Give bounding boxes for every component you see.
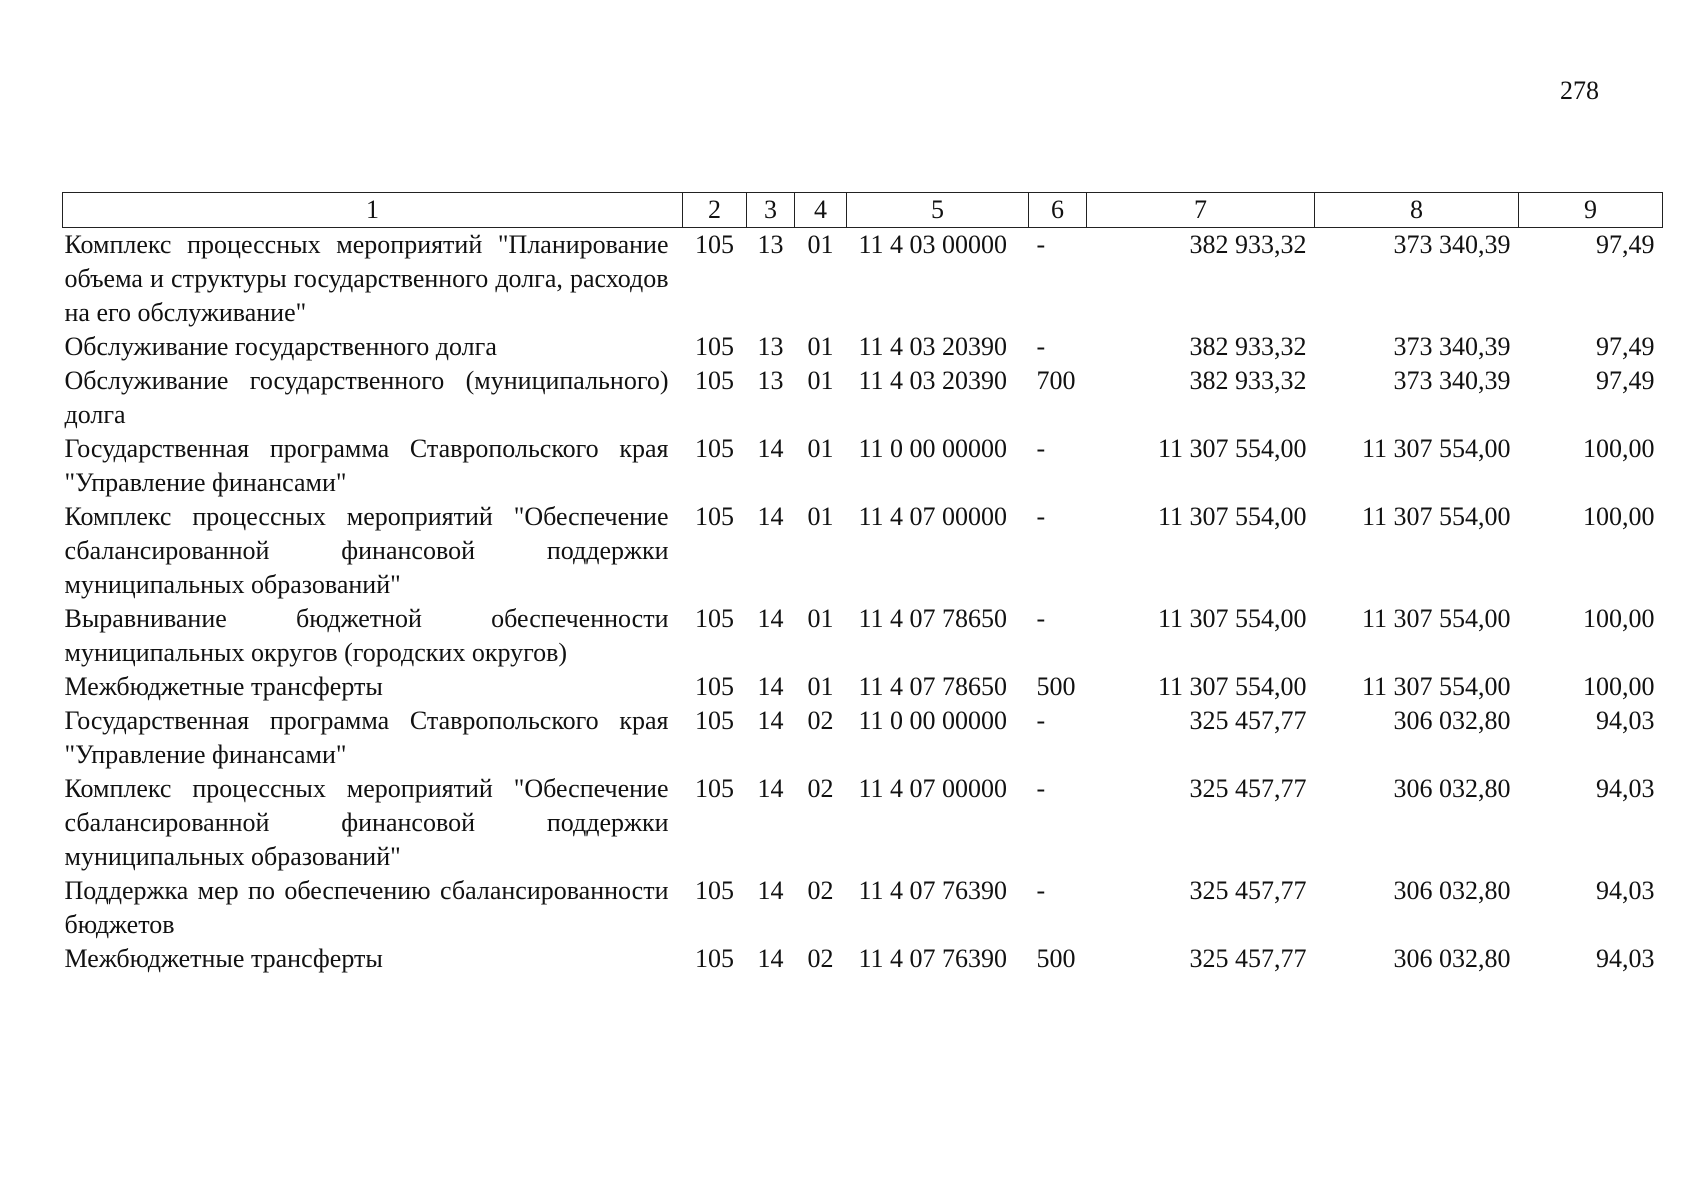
amount-cell: 11 307 554,00 bbox=[1361, 672, 1511, 701]
item-name-cell: Межбюджетные трансферты bbox=[64, 944, 383, 973]
column-header: 3 bbox=[747, 193, 795, 228]
code-cell: 105 bbox=[695, 604, 734, 633]
code-cell: - bbox=[1036, 332, 1046, 361]
code-cell: 105 bbox=[695, 230, 734, 259]
code-cell: 01 bbox=[807, 502, 834, 531]
amount-cell: 325 457,77 bbox=[1189, 774, 1307, 803]
amount-cell: 306 032,80 bbox=[1393, 774, 1511, 803]
code-cell: 02 bbox=[807, 944, 834, 973]
code-cell: 14 bbox=[757, 944, 784, 973]
header-row bbox=[63, 193, 1663, 228]
code-cell: - bbox=[1036, 604, 1046, 633]
code-cell: - bbox=[1036, 502, 1046, 531]
code-cell: - bbox=[1036, 876, 1046, 905]
item-name-cell: Обслуживание государственного долга bbox=[64, 332, 497, 361]
column-header: 7 bbox=[1087, 193, 1315, 228]
table-row bbox=[63, 772, 1663, 874]
amount-cell: 306 032,80 bbox=[1393, 944, 1511, 973]
code-cell: 13 bbox=[757, 366, 784, 395]
amount-cell: 306 032,80 bbox=[1393, 706, 1511, 735]
code-cell: 11 4 03 20390 bbox=[858, 332, 1008, 361]
amount-cell: 325 457,77 bbox=[1189, 944, 1307, 973]
code-cell: 13 bbox=[757, 332, 784, 361]
code-cell: 11 4 07 00000 bbox=[858, 774, 1008, 803]
amount-cell: 325 457,77 bbox=[1189, 876, 1307, 905]
table-body bbox=[63, 228, 1663, 977]
amount-cell: 325 457,77 bbox=[1189, 706, 1307, 735]
code-cell: 105 bbox=[695, 434, 734, 463]
item-name-cell: Межбюджетные трансферты bbox=[64, 672, 383, 701]
amount-cell: 382 933,32 bbox=[1189, 230, 1307, 259]
code-cell: 13 bbox=[757, 230, 784, 259]
percent-cell: 94,03 bbox=[1596, 944, 1655, 973]
column-header: 2 bbox=[683, 193, 747, 228]
percent-cell: 100,00 bbox=[1583, 502, 1655, 531]
code-cell: 11 4 03 20390 bbox=[858, 366, 1008, 395]
percent-cell: 97,49 bbox=[1596, 366, 1655, 395]
code-cell: 14 bbox=[757, 706, 784, 735]
amount-cell: 11 307 554,00 bbox=[1361, 434, 1511, 463]
code-cell: 500 bbox=[1036, 672, 1076, 701]
column-header: 5 bbox=[847, 193, 1029, 228]
column-header: 9 bbox=[1519, 193, 1663, 228]
percent-cell: 94,03 bbox=[1596, 706, 1655, 735]
code-cell: 01 bbox=[807, 672, 834, 701]
code-cell: 700 bbox=[1036, 366, 1076, 395]
amount-cell: 11 307 554,00 bbox=[1361, 604, 1511, 633]
amount-cell: 373 340,39 bbox=[1393, 366, 1511, 395]
code-cell: 105 bbox=[695, 502, 734, 531]
code-cell: 500 bbox=[1036, 944, 1076, 973]
table-row bbox=[63, 874, 1663, 942]
percent-cell: 94,03 bbox=[1596, 774, 1655, 803]
percent-cell: 94,03 bbox=[1596, 876, 1655, 905]
amount-cell: 11 307 554,00 bbox=[1361, 502, 1511, 531]
code-cell: 105 bbox=[695, 944, 734, 973]
amount-cell: 306 032,80 bbox=[1393, 876, 1511, 905]
table-row bbox=[63, 942, 1663, 976]
item-name-cell: Обслуживание государственного (муниципального) долга bbox=[64, 366, 669, 429]
column-header: 8 bbox=[1315, 193, 1519, 228]
amount-cell: 11 307 554,00 bbox=[1157, 502, 1307, 531]
table-row bbox=[63, 432, 1663, 500]
code-cell: - bbox=[1036, 706, 1046, 735]
amount-cell: 382 933,32 bbox=[1189, 366, 1307, 395]
item-name-cell: Комплекс процессных мероприятий "Обеспечение сбалансированной финансовой поддержки муниципальных образований" bbox=[64, 502, 669, 599]
item-name-cell: Государственная программа Ставропольского края "Управление финансами" bbox=[64, 706, 669, 769]
budget-table bbox=[62, 192, 1663, 976]
code-cell: 105 bbox=[695, 706, 734, 735]
amount-cell: 11 307 554,00 bbox=[1157, 672, 1307, 701]
percent-cell: 97,49 bbox=[1596, 332, 1655, 361]
amount-cell: 382 933,32 bbox=[1189, 332, 1307, 361]
code-cell: 105 bbox=[695, 774, 734, 803]
code-cell: - bbox=[1036, 230, 1046, 259]
code-cell: 02 bbox=[807, 706, 834, 735]
code-cell: 14 bbox=[757, 604, 784, 633]
code-cell: 11 4 07 00000 bbox=[858, 502, 1008, 531]
code-cell: 01 bbox=[807, 332, 834, 361]
table-row bbox=[63, 228, 1663, 331]
code-cell: 02 bbox=[807, 774, 834, 803]
code-cell: 01 bbox=[807, 366, 834, 395]
code-cell: 14 bbox=[757, 774, 784, 803]
amount-cell: 373 340,39 bbox=[1393, 230, 1511, 259]
page-number: 278 bbox=[1560, 76, 1599, 105]
code-cell: 14 bbox=[757, 876, 784, 905]
code-cell: - bbox=[1036, 774, 1046, 803]
table-row bbox=[63, 704, 1663, 772]
item-name-cell: Поддержка мер по обеспечению сбалансированности бюджетов bbox=[64, 876, 669, 939]
amount-cell: 373 340,39 bbox=[1393, 332, 1511, 361]
table-row bbox=[63, 670, 1663, 704]
code-cell: 01 bbox=[807, 434, 834, 463]
code-cell: 11 4 07 78650 bbox=[858, 604, 1008, 633]
table-row bbox=[63, 602, 1663, 670]
code-cell: 11 4 07 78650 bbox=[858, 672, 1008, 701]
percent-cell: 100,00 bbox=[1583, 434, 1655, 463]
code-cell: 14 bbox=[757, 672, 784, 701]
code-cell: 11 4 03 00000 bbox=[858, 230, 1008, 259]
column-header: 4 bbox=[795, 193, 847, 228]
percent-cell: 100,00 bbox=[1583, 672, 1655, 701]
item-name-cell: Государственная программа Ставропольского края "Управление финансами" bbox=[64, 434, 669, 497]
item-name-cell: Комплекс процессных мероприятий "Планирование объема и структуры государственного долга, расходов на его обслуживание" bbox=[64, 230, 669, 327]
table-row bbox=[63, 364, 1663, 432]
code-cell: 01 bbox=[807, 230, 834, 259]
code-cell: 105 bbox=[695, 332, 734, 361]
code-cell: 105 bbox=[695, 876, 734, 905]
table-row bbox=[63, 330, 1663, 364]
code-cell: 11 0 00 00000 bbox=[858, 706, 1008, 735]
percent-cell: 97,49 bbox=[1596, 230, 1655, 259]
table-row bbox=[63, 500, 1663, 602]
code-cell: - bbox=[1036, 434, 1046, 463]
code-cell: 01 bbox=[807, 604, 834, 633]
code-cell: 02 bbox=[807, 876, 834, 905]
code-cell: 11 0 00 00000 bbox=[858, 434, 1008, 463]
code-cell: 14 bbox=[757, 502, 784, 531]
column-header: 1 bbox=[63, 193, 683, 228]
item-name-cell: Выравнивание бюджетной обеспеченности муниципальных округов (городских округов) bbox=[64, 604, 669, 667]
amount-cell: 11 307 554,00 bbox=[1157, 434, 1307, 463]
code-cell: 105 bbox=[695, 366, 734, 395]
item-name-cell: Комплекс процессных мероприятий "Обеспечение сбалансированной финансовой поддержки муниципальных образований" bbox=[64, 774, 669, 871]
code-cell: 14 bbox=[757, 434, 784, 463]
amount-cell: 11 307 554,00 bbox=[1157, 604, 1307, 633]
column-header: 6 bbox=[1029, 193, 1087, 228]
code-cell: 11 4 07 76390 bbox=[858, 876, 1008, 905]
code-cell: 105 bbox=[695, 672, 734, 701]
percent-cell: 100,00 bbox=[1583, 604, 1655, 633]
code-cell: 11 4 07 76390 bbox=[858, 944, 1008, 973]
